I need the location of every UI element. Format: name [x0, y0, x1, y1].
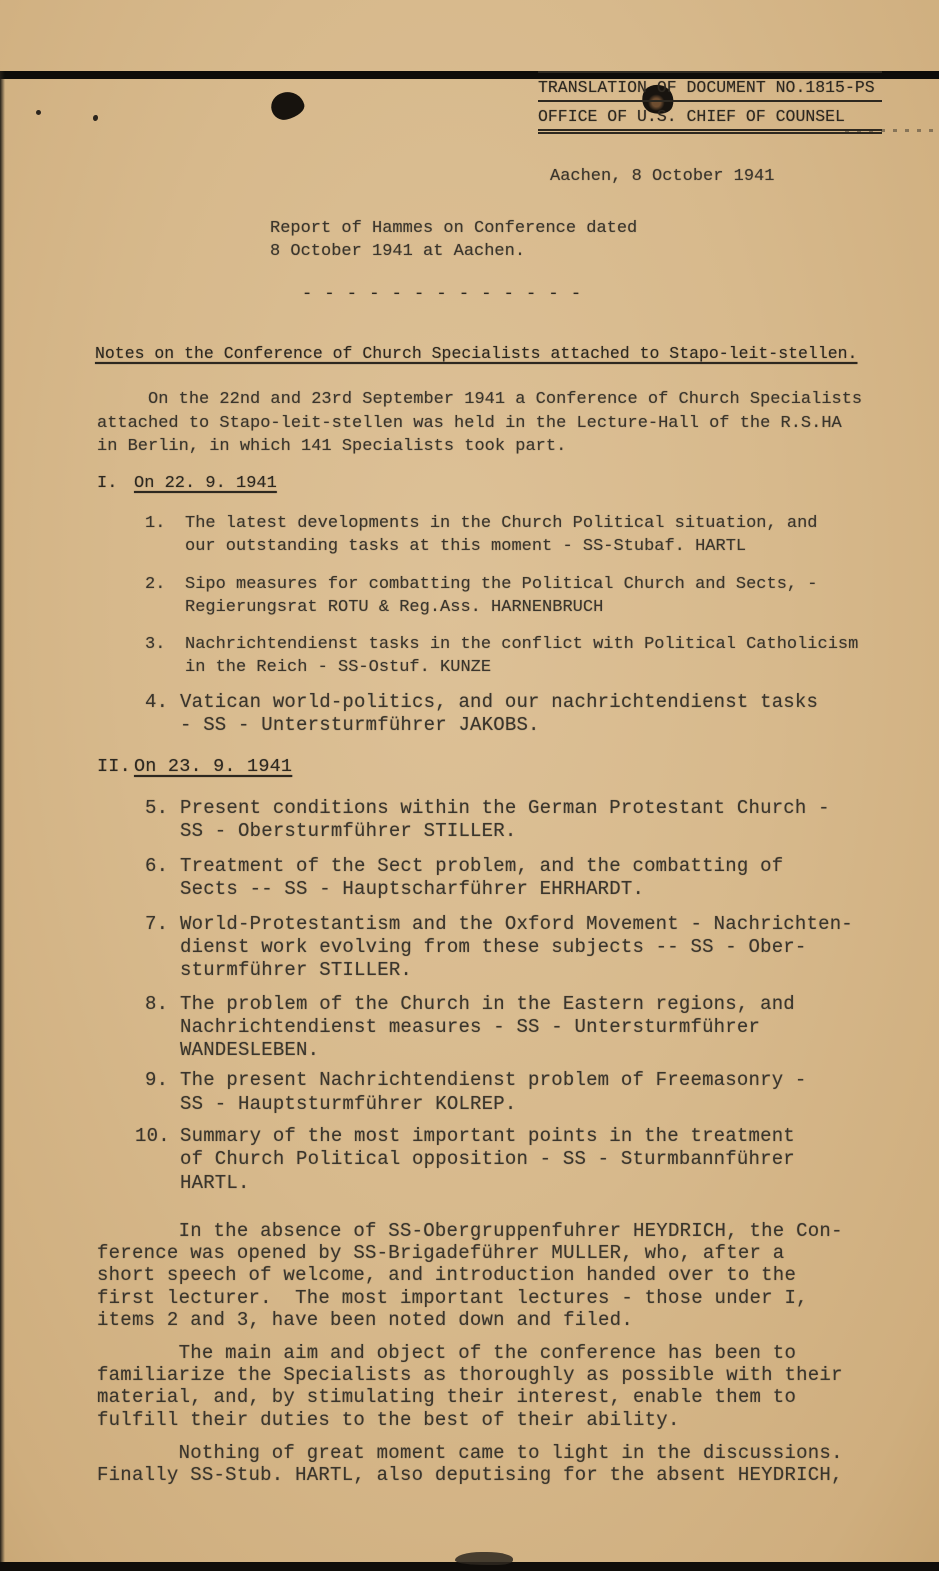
- agenda-item-number: 9.: [145, 1069, 169, 1092]
- agenda-item-number: 7.: [145, 912, 169, 935]
- agenda-item: [97, 855, 919, 902]
- text-line: Nachrichtendienst tasks in the conflict with Political Catholicism: [185, 634, 859, 654]
- text-line: in the Reich - SS-Ostuf. KUNZE: [185, 657, 492, 677]
- agenda-item-number: 5.: [145, 796, 169, 819]
- agenda-item-text: [180, 797, 919, 844]
- text-line: of Church Political opposition - SS - Sturmbannführer: [180, 1148, 795, 1171]
- section-2-heading: On 23. 9. 1941: [134, 755, 293, 777]
- intro-paragraph: [97, 388, 919, 459]
- text-line: Treatment of the Sect problem, and the combatting of: [180, 855, 784, 878]
- text-line: material, and, by stimulating their interest, enable them to: [97, 1386, 797, 1409]
- reference-line1: Report of Hammes on Conference dated: [270, 219, 638, 238]
- text-line: The present Nachrichtendienst problem of Freemasonry -: [180, 1069, 807, 1092]
- section-1-numeral: I.: [97, 473, 118, 493]
- text-line: HARTL.: [180, 1171, 250, 1194]
- text-line: Sects -- SS - Hauptscharführer EHRHARDT.: [180, 878, 645, 901]
- translation-stamp: [538, 71, 882, 134]
- section-1-heading: On 22. 9. 1941: [134, 473, 277, 493]
- agenda-item-number: 6.: [145, 855, 169, 878]
- text-line: WANDESLEBEN.: [180, 1039, 320, 1062]
- agenda-item-text: [180, 993, 919, 1063]
- agenda-item-number: 8.: [145, 992, 169, 1015]
- agenda-item-text: [185, 633, 919, 679]
- agenda-item-number: 1.: [145, 513, 166, 533]
- text-line: In the absence of SS-Obergruppenfuhrer HEYDRICH, the Con-: [97, 1219, 843, 1242]
- agenda-item-text: [180, 691, 919, 738]
- document-page: [0, 71, 939, 1486]
- text-line: Nothing of great moment came to light in the discussions.: [97, 1441, 843, 1464]
- text-line: fulfill their duties to the best of their ability.: [97, 1408, 680, 1431]
- text-line: On the 22nd and 23rd September 1941 a Conference of Church Specialists: [97, 390, 863, 409]
- text-line: SS - Hauptsturmführer KOLREP.: [180, 1092, 517, 1115]
- document-title: [95, 342, 919, 365]
- text-line: short speech of welcome, and introduction handed over to the: [97, 1264, 797, 1287]
- text-line: Vatican world-politics, and our nachrichtendienst tasks: [180, 690, 819, 713]
- text-line: The latest developments in the Church Political situation, and: [185, 513, 818, 533]
- agenda-item: [97, 633, 919, 679]
- agenda-item-number: 4.: [145, 690, 169, 713]
- text-line: World-Protestantism and the Oxford Movement - Nachrichten-: [180, 912, 853, 935]
- agenda-item: [97, 797, 919, 844]
- agenda-item-text: [180, 913, 919, 983]
- agenda-item: [97, 691, 919, 738]
- text-line: ference was opened by SS-Brigadeführer MULLER, who, after a: [97, 1242, 785, 1265]
- section-2: [97, 755, 919, 1195]
- stamp-document-number: TRANSLATION OF DOCUMENT NO.1815-PS: [538, 73, 882, 102]
- document-title-text: Notes on the Conference of Church Specialists attached to Stapo-leit-stellen.: [95, 344, 858, 363]
- body-paragraph-1: [97, 1220, 919, 1331]
- text-line: Present conditions within the German Protestant Church -: [180, 796, 830, 819]
- agenda-item: [97, 1125, 919, 1195]
- body-paragraph-2: [97, 1342, 919, 1431]
- agenda-item: [97, 993, 919, 1063]
- text-line: The problem of the Church in the Eastern regions, and: [180, 992, 795, 1015]
- agenda-item: [97, 573, 919, 619]
- text-line: familiarize the Specialists as thoroughly as possible with their: [97, 1364, 843, 1387]
- text-line: Finally SS-Stub. HARTL, also deputising for the absent HEYDRICH,: [97, 1463, 843, 1486]
- reference-line2: 8 October 1941 at Aachen.: [270, 242, 526, 261]
- text-line: Regierungsrat ROTU & Reg.Ass. HARNENBRUCH: [185, 597, 604, 617]
- agenda-item-number: 3.: [145, 634, 166, 654]
- text-line: items 2 and 3, have been noted down and filed.: [97, 1308, 633, 1331]
- report-reference: [270, 217, 919, 263]
- text-line: sturmführer STILLER.: [180, 959, 413, 982]
- agenda-item-text: [180, 1125, 919, 1195]
- ink-speck-bottom: [455, 1552, 513, 1565]
- agenda-item-number: 2.: [145, 574, 166, 594]
- agenda-item-number: 10.: [135, 1125, 170, 1148]
- dateline: Aachen, 8 October 1941: [550, 167, 775, 186]
- section-2-items: [97, 797, 919, 1195]
- text-line: SS - Obersturmführer STILLER.: [180, 819, 517, 842]
- agenda-item-text: [185, 512, 919, 558]
- section-1-heading-row: [97, 472, 919, 495]
- text-line: our outstanding tasks at this moment - SS-Stubaf. HARTL: [185, 536, 747, 556]
- agenda-item: [97, 913, 919, 983]
- scanned-document: [0, 71, 939, 1571]
- agenda-item: [97, 512, 919, 558]
- text-line: Sipo measures for combatting the Political Church and Sects, -: [185, 574, 818, 594]
- section-2-heading-row: [97, 755, 919, 779]
- section-2-numeral: II.: [97, 755, 131, 777]
- text-line: - SS - Untersturmführer JAKOBS.: [180, 714, 540, 736]
- agenda-item: [97, 1069, 919, 1116]
- text-line: Summary of the most important points in the treatment: [180, 1125, 795, 1148]
- body-paragraph-3: [97, 1442, 919, 1486]
- section-1: [97, 472, 919, 738]
- text-line: dienst work evolving from these subjects -- SS - Ober-: [180, 935, 807, 958]
- stamp-office: OFFICE OF U.S. CHIEF OF COUNSEL: [538, 102, 882, 134]
- text-line: Nachrichtendienst measures - SS - Untersturmführer: [180, 1015, 761, 1038]
- section-1-items: [97, 512, 919, 738]
- text-line: The main aim and object of the conference has been to: [97, 1341, 797, 1364]
- text-line: attached to Stapo-leit-stellen was held in the Lecture-Hall of the R.S.HA: [97, 413, 842, 433]
- text-line: in Berlin, in which 141 Specialists took part.: [97, 437, 567, 456]
- dashed-separator: - - - - - - - - - - - - -: [302, 285, 583, 304]
- agenda-item-text: [185, 573, 919, 619]
- text-line: first lecturer. The most important lectures - those under I,: [97, 1286, 808, 1309]
- agenda-item-text: [180, 855, 919, 902]
- agenda-item-text: [180, 1069, 919, 1116]
